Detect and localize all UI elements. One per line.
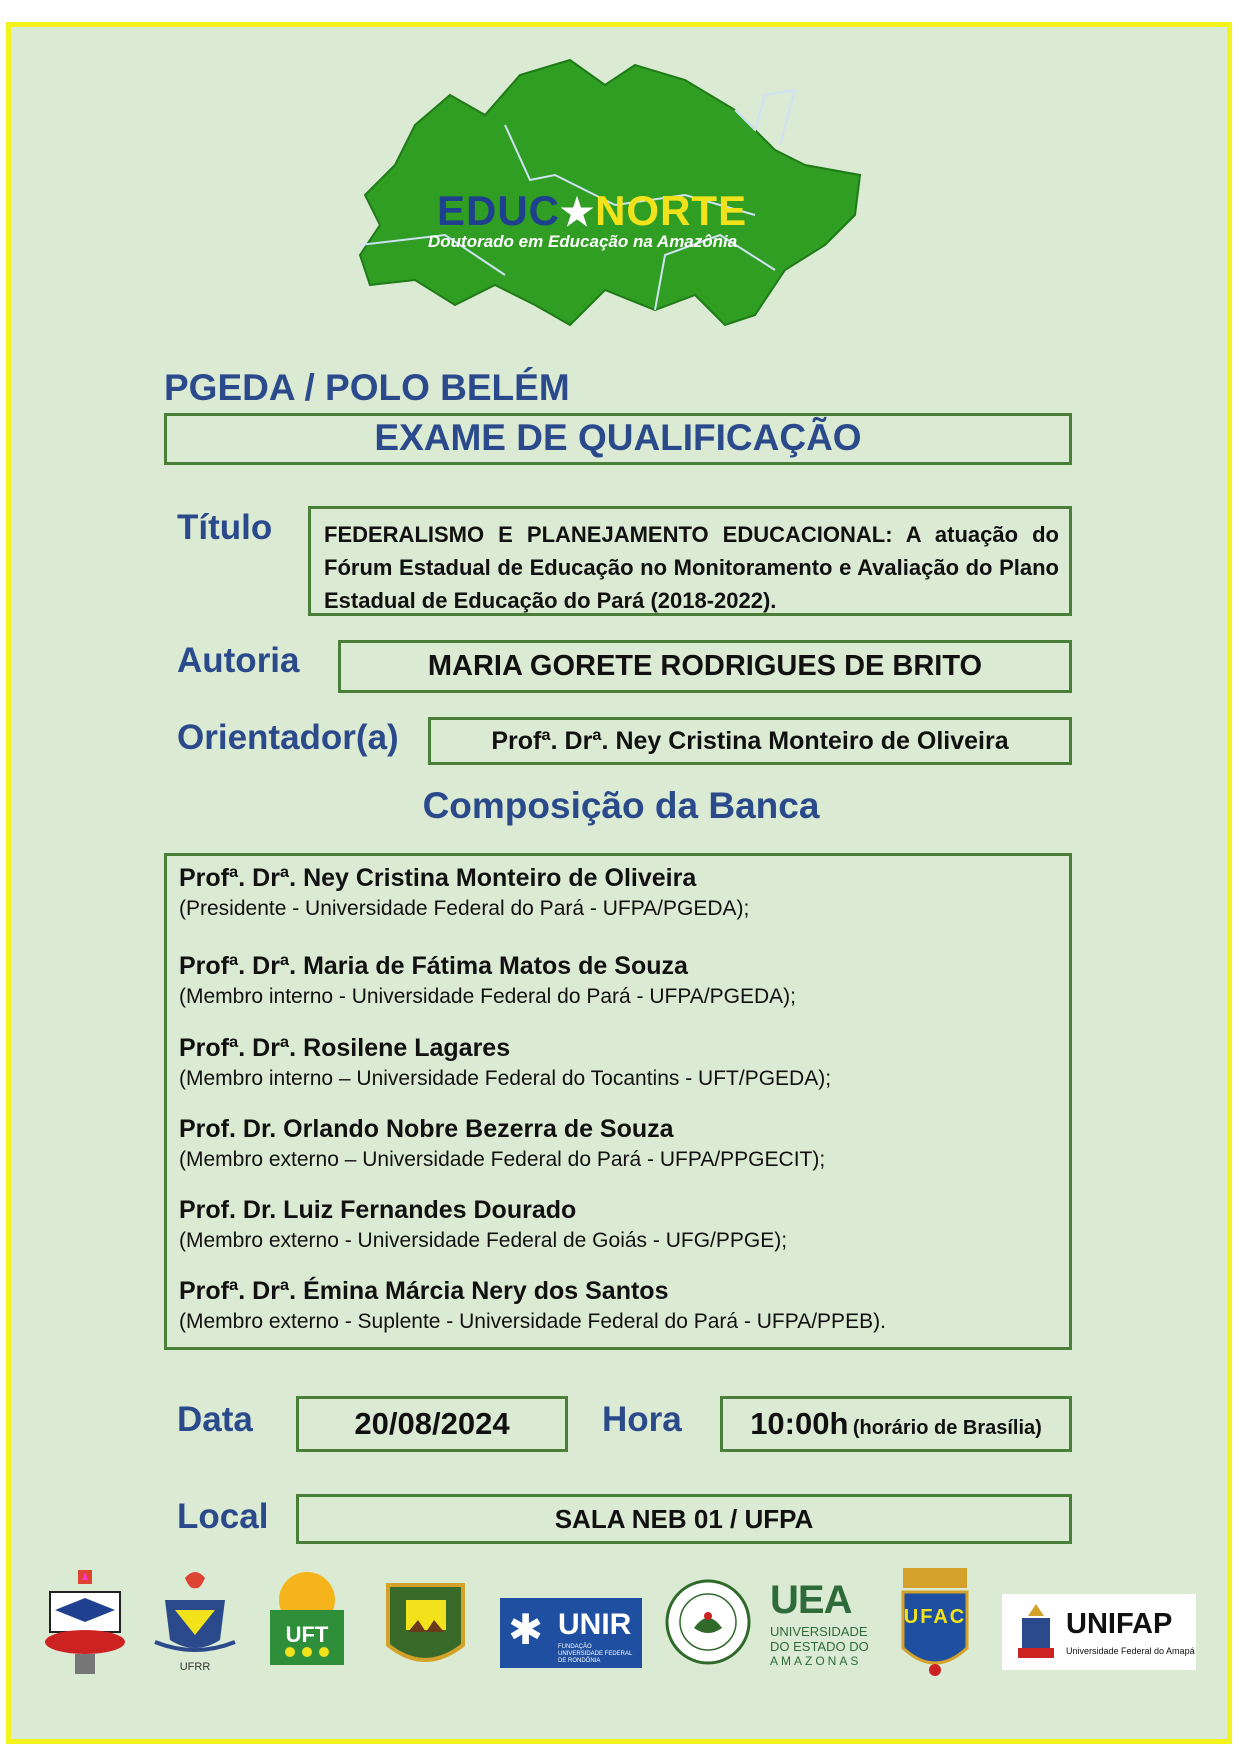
- banca-box: [164, 853, 1072, 1350]
- unir-logo: [500, 1598, 642, 1668]
- autoria-label: Autoria: [177, 641, 300, 680]
- exam-title: EXAME DE QUALIFICAÇÃO: [374, 417, 862, 458]
- uea-logo: [770, 1580, 870, 1680]
- local-label: Local: [177, 1497, 269, 1536]
- member-role: (Presidente - Universidade Federal do Pará - UFPA/PGEDA);: [179, 897, 750, 920]
- autoria-value: MARIA GORETE RODRIGUES DE BRITO: [427, 650, 983, 682]
- member-role: (Membro externo - Suplente - Universidade Federal do Pará - UFPA/PPEB).: [179, 1310, 886, 1333]
- titulo-label: Título: [177, 508, 273, 547]
- member-name: Profª. Drª. Maria de Fátima Matos de Souza: [179, 952, 688, 980]
- member-name: Profª. Drª. Rosilene Lagares: [179, 1034, 511, 1062]
- unifap-subtext: Universidade Federal do Amapá: [1066, 1646, 1195, 1656]
- hora-content: [723, 1399, 1069, 1455]
- unir-text: UNIR: [558, 1608, 632, 1641]
- ufac-logo: [895, 1568, 975, 1680]
- member-role: (Membro interno – Universidade Federal do Tocantins - UFT/PGEDA);: [179, 1067, 832, 1090]
- hora-box: [720, 1396, 1072, 1452]
- data-value: 20/08/2024: [354, 1406, 510, 1441]
- ufam-seal-logo: [664, 1578, 752, 1666]
- member-item: [179, 1277, 1057, 1347]
- uea-subtext-1: UNIVERSIDADE: [770, 1624, 868, 1639]
- member-name: Profª. Drª. Ney Cristina Monteiro de Oliveira: [179, 864, 697, 892]
- member-role: (Membro interno - Universidade Federal do Pará - UFPA/PGEDA);: [179, 985, 796, 1008]
- unifap-logo: [1002, 1594, 1196, 1670]
- local-box: [296, 1494, 1072, 1544]
- orientador-box: [428, 717, 1072, 765]
- titulo-box: [308, 506, 1072, 616]
- data-box: [296, 1396, 568, 1452]
- uea-text: UEA: [770, 1578, 852, 1622]
- ufrr-emblem-icon: [150, 1570, 240, 1656]
- unifesspa-seal-logo: [378, 1570, 473, 1675]
- titulo-value: FEDERALISMO E PLANEJAMENTO EDUCACIONAL: A atuação do Fórum Estadual de Educação no Monitoramento e Avaliação do Plano Estadual de Educação do Pará (2018-2022).: [324, 522, 1059, 613]
- uea-subtext-2: DO ESTADO DO: [770, 1639, 869, 1654]
- member-item: [179, 1196, 1057, 1277]
- unifap-text: UNIFAP: [1066, 1608, 1173, 1640]
- ufrr-logo: [150, 1570, 240, 1680]
- banca-heading: Composição da Banca: [422, 785, 820, 826]
- member-role: (Membro externo - Universidade Federal de Goiás - UFG/PPGE);: [179, 1229, 788, 1252]
- ufpa-logo: [40, 1570, 130, 1680]
- member-name: Profª. Drª. Émina Márcia Nery dos Santos: [179, 1277, 669, 1305]
- unifap-emblem-icon: [1014, 1602, 1058, 1662]
- uea-subtext-3: AMAZONAS: [770, 1654, 862, 1668]
- star-icon: ★: [560, 192, 596, 234]
- local-value: SALA NEB 01 / UFPA: [554, 1504, 814, 1534]
- exam-title-box: [164, 413, 1072, 465]
- member-item: [179, 1115, 1057, 1196]
- uft-logo: [262, 1570, 352, 1680]
- program-title: PGEDA / POLO BELÉM: [164, 367, 570, 408]
- educ-norte-wordmark: [437, 186, 837, 236]
- member-name: Prof. Dr. Luiz Fernandes Dourado: [179, 1196, 577, 1224]
- orientador-value: Profª. Drª. Ney Cristina Monteiro de Oliveira: [491, 727, 1009, 755]
- hora-note: (horário de Brasília): [852, 1417, 1042, 1439]
- autoria-box: [338, 640, 1072, 693]
- unir-subtext: FUNDAÇÃO UNIVERSIDADE FEDERAL DE RONDÔNIA: [558, 1644, 633, 1664]
- member-name: Prof. Dr. Orlando Nobre Bezerra de Souza: [179, 1115, 674, 1143]
- educ-norte-tagline: Doutorado em Educação na Amazônia: [428, 232, 738, 251]
- orientador-label: Orientador(a): [177, 718, 399, 757]
- brand-part1: EDUC: [437, 187, 561, 234]
- ufac-text: UFAC: [903, 1606, 967, 1628]
- unir-star-icon: ✱: [508, 1606, 544, 1653]
- ufrr-text: UFRR: [179, 1661, 211, 1673]
- member-item: [179, 1034, 1057, 1115]
- member-item: [179, 864, 1057, 952]
- data-label: Data: [177, 1400, 253, 1439]
- member-item: [179, 952, 1057, 1034]
- member-role: (Membro externo – Universidade Federal do Pará - UFPA/PPGECIT);: [179, 1148, 826, 1171]
- brand-part2: NORTE: [595, 187, 748, 234]
- uft-text: UFT: [285, 1622, 329, 1647]
- hora-value: 10:00h: [750, 1406, 849, 1441]
- hora-label: Hora: [602, 1400, 682, 1439]
